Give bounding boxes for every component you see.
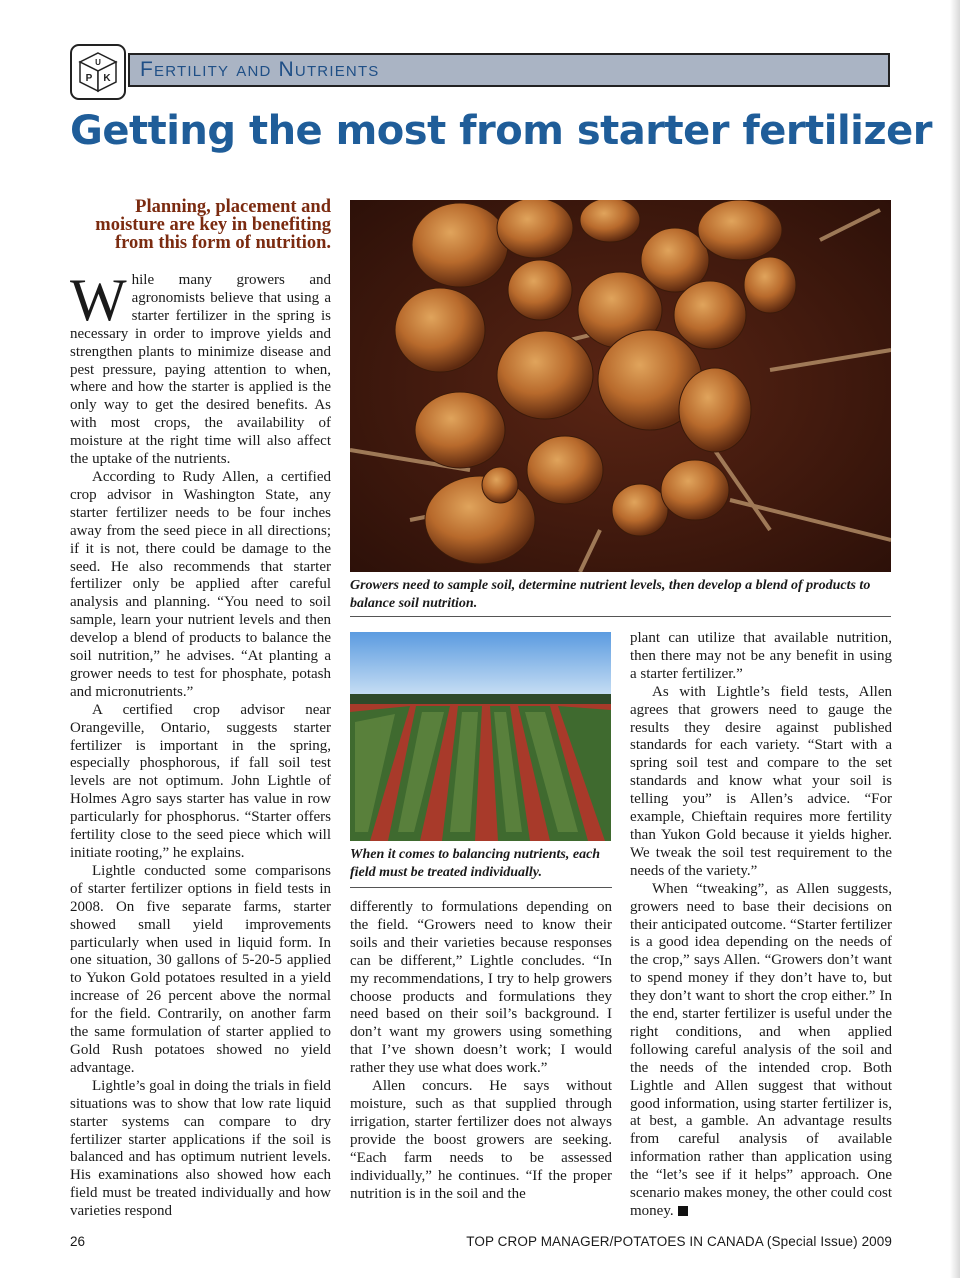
caption-divider [350, 887, 612, 888]
magazine-logo [70, 44, 126, 100]
deck-subheadline: Planning, placement and moisture are key in benefiting from this form of nutrition. [95, 197, 331, 253]
drop-cap: W [70, 267, 127, 333]
publication-footer: TOP CROP MANAGER/POTATOES IN CANADA (Special Issue) 2009 [466, 1234, 892, 1249]
article-paragraph: While many growers and agronomists believe that using a starter fertilizer in the spring is necessary in order to improve yields and strengthen plants to minimize disease and pest pressure, paying attention to when, where and how the starter is applied is the only way to get the desired benefits. As with most crops, the availability of moisture at the right time will also affect the uptake of the nutrients. [70, 267, 331, 468]
article-paragraph: Lightle’s goal in doing the trials in field situations was to show that low rate liquid starter systems can compare to dry fertilizer starter applications if the soil is balanced and has optimum nutrient levels. His examinations also showed how each field must be treated individually and how varieties respond [70, 1077, 331, 1220]
page-edge-shadow [950, 0, 960, 1278]
article-paragraph: differently to formulations depending on the field. “Growers need to know their soils and their varieties because responses can be different,” Lightle concludes. “In my recommendations, I try to help growers choose products and formulations they need based on their soil’s background. I don’t want my growers using something that I’ve shown doesn’t work; I would rather they use what does work.” [350, 899, 612, 1077]
logo-letter-k: K [103, 73, 111, 84]
logo-cube-icon [76, 50, 120, 94]
article-paragraph: According to Rudy Allen, a certified crop advisor in Washington State, any starter fertilizer needs to be four inches away from the seed piece in all directions; if it is not, there could be damage to the seed. He also recommends that starter fertilizer only be applied after careful analysis and planning. “You need to soil sample, learn your nutrient levels and then develop a blend of products to balance the soil nutrition,” he advises. “At planting a grower needs to test for phosphate, potash and micronutrients.” [70, 468, 331, 700]
caption-divider [350, 616, 891, 617]
article-column-2 [350, 899, 612, 1203]
section-title: Fertility and Nutrients [140, 58, 380, 81]
article-paragraph: Lightle conducted some comparisons of starter fertilizer options in field tests in 2008. On five separate farms, starter showed small yield improvements particularly when used in liquid form. In one situation, 30 gallons of 5-20-5 applied to Yukon Gold potatoes resulted in a yield increase of 26 percent above the normal for the field. Contrarily, on another farm the same formulation of starter applied to Gold Rush potatoes showed no yield advantage. [70, 862, 331, 1076]
article-column-3 [630, 630, 892, 1221]
article-paragraph: A certified crop advisor near Orangeville, Ontario, suggests starter fertilizer is important in the spring, especially phosphorous, if fall soil test levels are not optimum. John Lightle of Holmes Agro says starter has value in row particularly for phosphorus. “Starter offers fertility close to the seed piece which will initiate rooting,” he explains. [70, 701, 331, 861]
potato-field-photo [350, 632, 611, 841]
page-number: 26 [70, 1234, 86, 1249]
article-paragraph: As with Lightle’s field tests, Allen agrees that growers need to gauge the results they desire against published standards for each variety. “Start with a spring soil test and compare to the set standards and know what your soil is telling you” is Allen’s advice. “For example, Chieftain requires more fertility than Yukon Gold because it yields higher. We tweak the soil test requirement to the needs of the variety.” [630, 683, 892, 879]
article-paragraph: When “tweaking”, as Allen suggests, growers need to base their decisions on their anticipated outcome. “Starter fertilizer is a good idea depending on the needs of the crop,” says Allen. “Growers don’t want to spend money if they don’t have to, but they don’t want to short the crop either.” In the end, starter fertilizer is useful under the right conditions, and when applied following careful analysis of the soil and the needs of the intended crop. Both Lightle and Allen suggest that without good information, using starter fertilizer is, at best, a gamble. An advantage results from careful analysis of available information rather than application using the “let’s see if it helps” approach. One scenario makes money, the other could cost money. [630, 880, 892, 1219]
logo-letter-p: P [85, 73, 93, 84]
article-paragraph: Allen concurs. He says without moisture, such as that supplied through irrigation, starter fertilizer does not always provide the boost growers are seeking. “Each farm needs to be assessed individually,” he continues. “If the proper nutrition is in the soil and the [350, 1078, 612, 1202]
photo-caption: Growers need to sample soil, determine nutrient levels, then develop a blend of products to balance soil nutrition. [350, 578, 871, 611]
end-of-article-mark [678, 1206, 688, 1216]
article-paragraph: plant can utilize that available nutrition, then there may not be any benefit in using a starter fertilizer.” [630, 630, 892, 682]
potatoes-photo [350, 200, 891, 572]
article-column-1 [70, 267, 331, 1221]
logo-letter-u: U [95, 58, 101, 67]
photo-caption: When it comes to balancing nutrients, each field must be treated individually. [350, 847, 601, 880]
headline: Getting the most from starter fertilizer [70, 108, 933, 154]
